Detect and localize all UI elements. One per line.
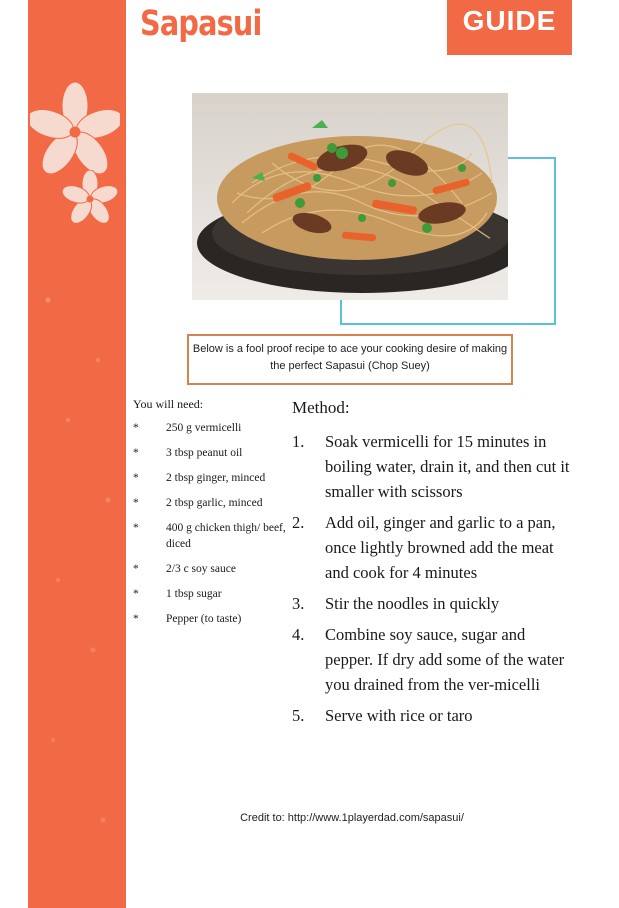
ingredients-list — [133, 420, 288, 636]
list-item — [292, 591, 577, 616]
step-number: 2. — [292, 513, 305, 532]
ingredient-text: 2 tbsp garlic, minced — [166, 497, 263, 509]
method-steps — [292, 429, 577, 734]
step-number: 3. — [292, 594, 305, 613]
step-text: Serve with rice or taro — [325, 706, 473, 725]
bullet-icon: * — [133, 422, 139, 434]
bullet-icon: * — [133, 588, 139, 600]
list-item — [292, 622, 577, 697]
intro-box — [187, 334, 513, 385]
step-text: Soak vermicelli for 15 minutes in boiling water, drain it, and then cut it smaller with scissors — [325, 432, 570, 501]
credit-link[interactable]: Credit to: http://www.1playerdad.com/sapasui/ — [240, 812, 464, 824]
food-plate-illustration — [192, 93, 508, 300]
bullet-icon: * — [133, 497, 139, 509]
list-item — [133, 495, 288, 511]
list-item — [133, 470, 288, 486]
step-number: 1. — [292, 432, 305, 451]
bullet-icon: * — [133, 447, 139, 459]
method-heading: Method: — [292, 398, 350, 417]
list-item — [292, 703, 577, 728]
step-number: 5. — [292, 706, 305, 725]
page-title: Sapasui — [140, 4, 262, 44]
photo-accent-frame-left — [340, 300, 342, 325]
recipe-photo — [192, 93, 508, 300]
intro-line-1: Below is a fool proof recipe to ace your cooking desire of making — [192, 343, 508, 355]
flower-small-icon — [62, 170, 118, 228]
ingredient-text: 1 tbsp sugar — [166, 588, 222, 600]
list-item — [133, 445, 288, 461]
step-text: Stir the noodles in quickly — [325, 594, 500, 613]
bullet-icon: * — [133, 563, 139, 575]
ingredient-text: Pepper (to taste) — [166, 613, 242, 625]
flower-large-icon — [30, 82, 120, 182]
list-item — [133, 561, 288, 577]
ingredient-text: 3 tbsp peanut oil — [166, 447, 243, 459]
guide-badge: GUIDE — [447, 0, 572, 55]
list-item — [292, 429, 577, 504]
photo-accent-frame-top — [508, 157, 556, 159]
ingredient-text: 2 tbsp ginger, minced — [166, 472, 266, 484]
list-item — [292, 510, 577, 585]
ingredient-text: 2/3 c soy sauce — [166, 563, 236, 575]
intro-line-2: the perfect Sapasui (Chop Suey) — [270, 360, 430, 372]
bullet-icon: * — [133, 522, 139, 534]
bullet-icon: * — [133, 613, 139, 625]
list-item — [133, 420, 288, 436]
step-number: 4. — [292, 625, 305, 644]
ingredients-heading: You will need: — [133, 397, 204, 411]
list-item — [133, 586, 288, 602]
list-item — [133, 520, 288, 552]
list-item — [133, 611, 288, 627]
ingredient-text: 250 g vermicelli — [166, 422, 242, 434]
step-text: Add oil, ginger and garlic to a pan, once lightly browned add the meat and cook for 4 minutes — [325, 513, 556, 582]
ingredient-text: 400 g chicken thigh/ beef, diced — [166, 522, 286, 550]
bullet-icon: * — [133, 472, 139, 484]
step-text: Combine soy sauce, sugar and pepper. If dry add some of the water you drained from the ver-micelli — [325, 625, 565, 694]
